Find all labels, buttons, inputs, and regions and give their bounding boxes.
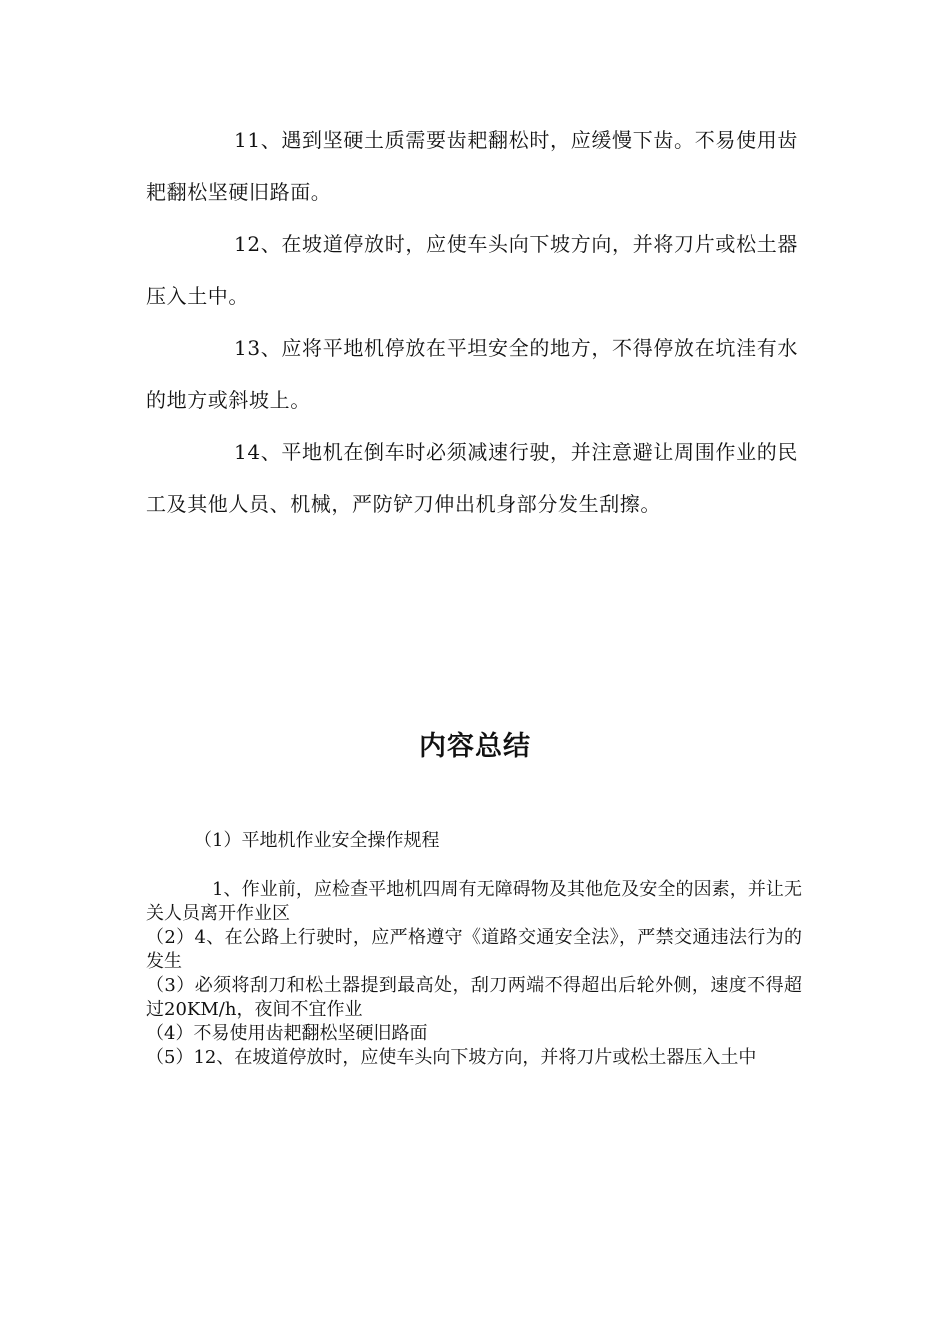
paragraph-14: 14、平地机在倒车时必须减速行驶，并注意避让周围作业的民工及其他人员、机械，严防铲刀伸出机身部分发生刮擦。 <box>146 440 798 516</box>
body-text-section <box>146 114 798 530</box>
summary-heading: （1）平地机作业安全操作规程 <box>194 830 440 851</box>
summary-section <box>146 828 802 1070</box>
paragraph-11: 11、遇到坚硬土质需要齿耙翻松时，应缓慢下齿。不易使用齿耙翻松坚硬旧路面。 <box>146 128 798 204</box>
paragraph-12: 12、在坡道停放时，应使车头向下坡方向，并将刀片或松土器压入土中。 <box>146 232 798 308</box>
summary-item: （2）4、在公路上行驶时，应严格遵守《道路交通安全法》，严禁交通违法行为的发生 <box>146 927 802 972</box>
summary-item: （3）必须将刮刀和松土器提到最高处，刮刀两端不得超出后轮外侧，速度不得超过20KM/h，夜间不宜作业 <box>146 975 802 1020</box>
summary-item: （5）12、在坡道停放时，应使车头向下坡方向，并将刀片或松土器压入土中 <box>146 1047 757 1068</box>
paragraph-13: 13、应将平地机停放在平坦安全的地方，不得停放在坑洼有水的地方或斜坡上。 <box>146 336 798 412</box>
summary-item: 1、作业前，应检查平地机四周有无障碍物及其他危及安全的因素，并让无关人员离开作业区 <box>146 879 802 924</box>
summary-title: 内容总结 <box>419 731 531 762</box>
summary-item: （4）不易使用齿耙翻松坚硬旧路面 <box>146 1023 428 1044</box>
